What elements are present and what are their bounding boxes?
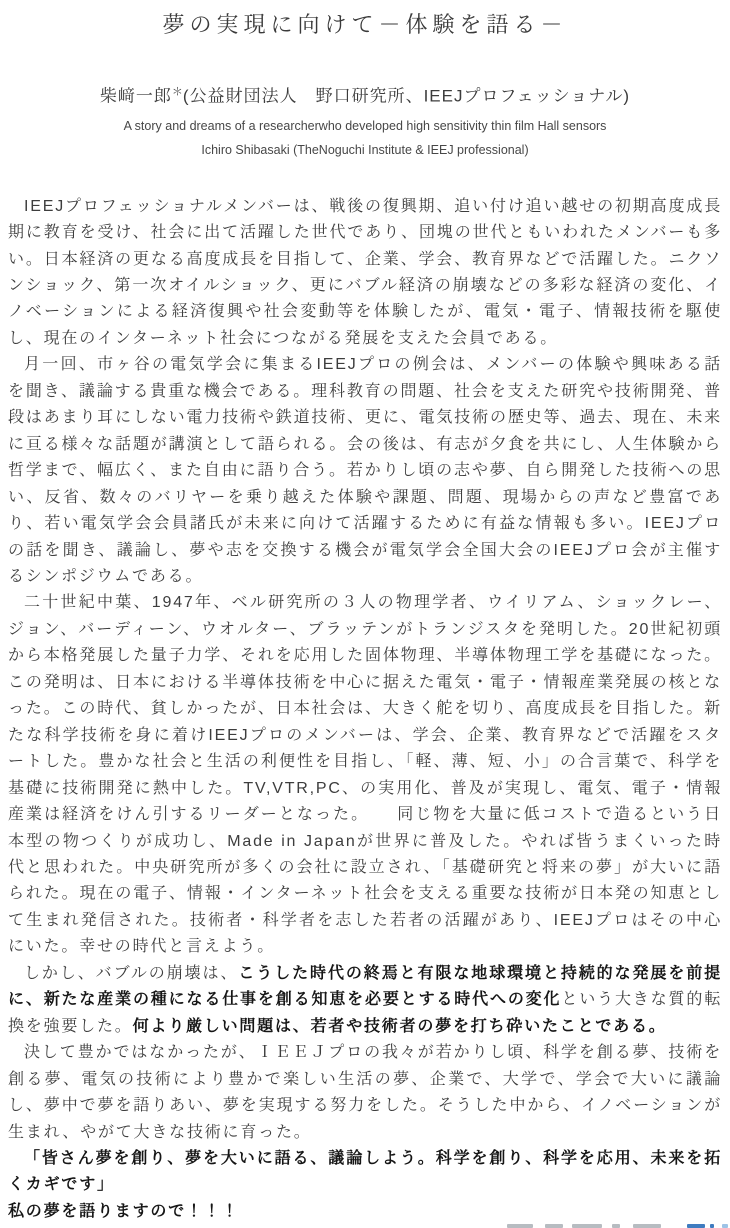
footer-text-fragment — [572, 1224, 602, 1228]
paragraph-1 — [8, 194, 722, 353]
footer-link-fragment — [687, 1224, 705, 1228]
paragraph-text-bold: 私の夢を語りますので！！！ — [8, 1202, 240, 1220]
footer-text-fragment — [633, 1224, 661, 1228]
footer-text-fragment — [545, 1224, 563, 1228]
paragraph-7-closing — [8, 1199, 722, 1225]
author-line — [0, 80, 730, 109]
author-name: 柴﨑一郎 — [99, 86, 172, 106]
paragraph-text: 決して豊かではなかったが、ＩＥＥＪプロの我々が若かりし頃、科学を創る夢、技術を創る夢、電気の技術により豊かで楽しい生活の夢、企業で、大学で、学会で大いに議論し、夢中で夢を語りあい、夢を実現する努力をした。そうした中から、イノベーションが生まれ、やがて大きな技術に育った。 — [8, 1044, 722, 1141]
paragraph-3 — [8, 590, 722, 960]
footer-text-fragment — [507, 1224, 533, 1228]
paragraph-2 — [8, 352, 722, 590]
english-title: A story and dreams of a researcherwho developed high sensitivity thin film Hall sensors — [123, 118, 607, 133]
paragraph-5 — [8, 1040, 722, 1146]
paragraph-text-bold: 「皆さん夢を創り、夢を大いに語る、議論しよう。科学を創り、科学を応用、未来を拓くカギです」 — [8, 1149, 722, 1194]
author-footnote-mark: ＊ — [171, 86, 183, 98]
article-body — [8, 194, 722, 1226]
paragraph-6-quote — [8, 1146, 722, 1199]
footer-link-fragment — [710, 1224, 714, 1228]
footer-text-fragment — [612, 1224, 620, 1228]
paragraph-text-bold: 何より厳しい問題は、若者や技術者の夢を打ち砕いたことである。 — [132, 1017, 667, 1035]
paragraph-text-bold: こうした時代の終焉と有限な地球環境と持続的な発展を前提に、新たな産業の種になる仕事を創る知恵を必要とする時代への変化 — [8, 964, 722, 1009]
paragraph-text: 二十世紀中葉、1947年、ベル研究所の３人の物理学者、ウイリアム、ショックレー、ジョン、バーディーン、ウオルター、ブラッテンがトランジスタを発明した。20世紀初頭から本格発展した量子力学、それを応用した固体物理、半導体物理工学を基礎になった。この発明は、日本における半導体技術を中心に据えた電気・電子・情報産業発展の核となった。この時代、貧しかったが、日本社会は、大きく舵を切り、高度成長を目指した。新たな科学技術を身に着けIEEJプロのメンバーは、学会、企業、教育界などで活躍をスタートした。豊かな社会と生活の利便性を目指し、「軽、薄、短、小」の合言葉で、科学を基礎に技術開発に熱中した。TV,VTR,PC、の実用化、普及が実現し、電気、電子・情報産業は経済をけん引するリーダーとなった。 同じ物を大量に低コストで造るという日本型の物つくりが成功し、Made in Japanが世界に普及した。やれば皆うまくいった時代と思われた。中央研究所が多くの会社に設立され、「基礎研究と将来の夢」が大いに語られた。現在の電子、情報・インターネット社会を支える重要な技術が日本発の知恵として生まれ発信された。技術者・科学者を志した若者の活躍があり、IEEJプロはその中心にいた。幸せの時代と言えよう。 — [8, 594, 722, 956]
paragraph-text: という大きな質的転換を強要した。 — [8, 991, 722, 1035]
paragraph-text: 月一回、市ヶ谷の電気学会に集まるIEEJプロの例会は、メンバーの体験や興味ある話を聞き、議論する貴重な機会である。理科教育の問題、社会を支えた研究や技術開発、普段はあまり耳にしない電力技術や鉄道技術、更に、電気技術の歴史等、過去、現在、未来に亘る様々な話題が講演として語られる。会の後は、有志が夕食を共にし、人生体験から哲学まで、幅広く、また自由に語り合う。若かりし頃の志や夢、自ら開発した技術への思い、反省、数々のバリヤーを乗り越えた体験や課題、問題、現場からの声など豊富であり、若い電気学会会員諸氏が未来に向けて活躍するために有益な情報も多い。IEEJプロの話を聞き、議論し、夢や志を交換する機会が電気学会全国大会のIEEJプロ会が主催するシンポジウムである。 — [8, 356, 722, 585]
author-affiliation: (公益財団法人 野口研究所、IEEJプロフェッショナル) — [182, 86, 631, 106]
cutoff-footer — [0, 1223, 730, 1228]
page-title: 夢の実現に向けて－体験を語る－ — [162, 12, 568, 37]
paragraph-4 — [8, 961, 722, 1040]
english-author: Ichiro Shibasaki (TheNoguchi Institute & IEEJ professional) — [201, 142, 529, 157]
paragraph-text: しかし、バブルの崩壊は、 — [24, 964, 239, 982]
paragraph-text: IEEJプロフェッショナルメンバーは、戦後の復興期、追い付け追い越せの初期高度成長期に教育を受け、社会に出て活躍した世代であり、団塊の世代ともいわれたメンバーも多い。日本経済の更なる高度成長を目指して、企業、学会、教育界などで活躍した。ニクソンショック、第一次オイルショック、更にバブル経済の崩壊などの多彩な経済の変化、イノベーションによる経済復興や社会変動等を体験したが、電気・電子、情報技術を駆使し、現在のインターネット社会につながる発展を支えた会員である。 — [8, 197, 722, 347]
footer-link-fragment — [722, 1224, 728, 1228]
